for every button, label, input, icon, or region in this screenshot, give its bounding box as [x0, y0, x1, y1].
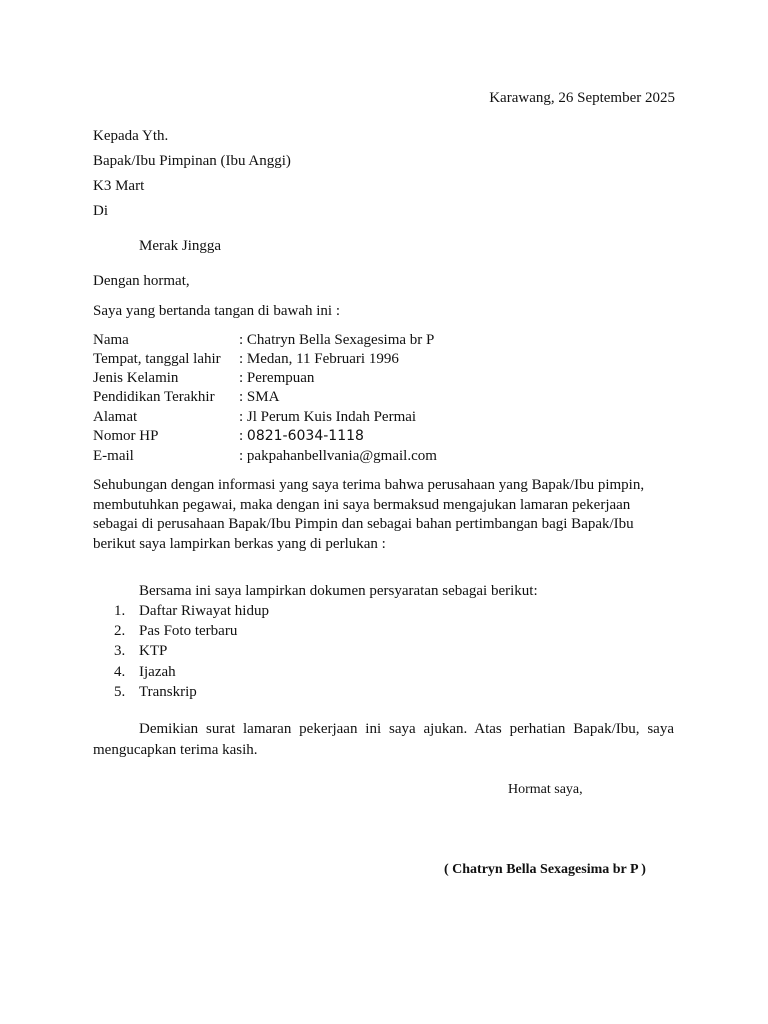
field-label-education: Pendidikan Terakhir — [93, 389, 215, 405]
phone-number: 0821-6034-1118 — [246, 428, 364, 444]
field-label-email: E-mail — [93, 448, 134, 464]
list-item: KTP — [139, 643, 168, 659]
list-item: Ijazah — [139, 664, 176, 680]
body-paragraph: Sehubungan dengan informasi yang saya terima bahwa perusahaan yang Bapak/Ibu pimpin, membutuhkan pegawai, maka dengan ini saya bermaksud mengajukan lamaran pekerjaan sebagai di perusahaan Bapak/Ibu Pimpin dan sebagai bahan pertimbangan bagi Bapak/Ibu berikut saya lampirkan berkas yang di perlukan : — [93, 477, 645, 552]
list-item-number: 1. — [114, 603, 126, 619]
field-value-phone — [239, 427, 364, 446]
list-item-number: 2. — [114, 623, 126, 639]
list-item-number: 3. — [114, 643, 126, 659]
list-item-number: 5. — [114, 684, 126, 700]
recipient-name: Bapak/Ibu Pimpinan (Ibu Anggi) — [93, 153, 291, 169]
attachments-intro: Bersama ini saya lampirkan dokumen persyaratan sebagai berikut: — [139, 583, 538, 599]
greeting: Dengan hormat, — [93, 273, 190, 289]
field-label-birth: Tempat, tanggal lahir — [93, 351, 221, 367]
field-label-phone: Nomor HP — [93, 428, 159, 444]
field-value-email: : pakpahanbellvania@gmail.com — [239, 448, 437, 464]
list-item-number: 4. — [114, 664, 126, 680]
field-label-address: Alamat — [93, 409, 138, 425]
field-label-gender: Jenis Kelamin — [93, 370, 179, 386]
recipient-location: Merak Jingga — [139, 238, 222, 254]
field-label-name: Nama — [93, 332, 129, 348]
field-value-name: : Chatryn Bella Sexagesima br P — [239, 332, 435, 348]
intro-line: Saya yang bertanda tangan di bawah ini : — [93, 303, 341, 319]
letter-date: Karawang, 26 September 2025 — [489, 90, 675, 106]
recipient-at: Di — [93, 203, 108, 219]
closing-paragraph: Demikian surat lamaran pekerjaan ini saya ajukan. Atas perhatian Bapak/Ibu, saya mengucapkan terima kasih. — [93, 721, 674, 758]
phone-prefix: : — [239, 428, 247, 444]
field-value-education: : SMA — [239, 389, 280, 405]
field-value-gender: : Perempuan — [239, 370, 315, 386]
field-value-birth: : Medan, 11 Februari 1996 — [239, 351, 399, 367]
list-item: Transkrip — [139, 684, 197, 700]
list-item: Pas Foto terbaru — [139, 623, 238, 639]
recipient-salutation: Kepada Yth. — [93, 128, 169, 144]
closing-salutation: Hormat saya, — [508, 782, 583, 797]
list-item: Daftar Riwayat hidup — [139, 603, 269, 619]
field-value-address: : Jl Perum Kuis Indah Permai — [239, 409, 417, 425]
recipient-company: K3 Mart — [93, 178, 145, 194]
signature-name: ( Chatryn Bella Sexagesima br P ) — [444, 862, 646, 877]
